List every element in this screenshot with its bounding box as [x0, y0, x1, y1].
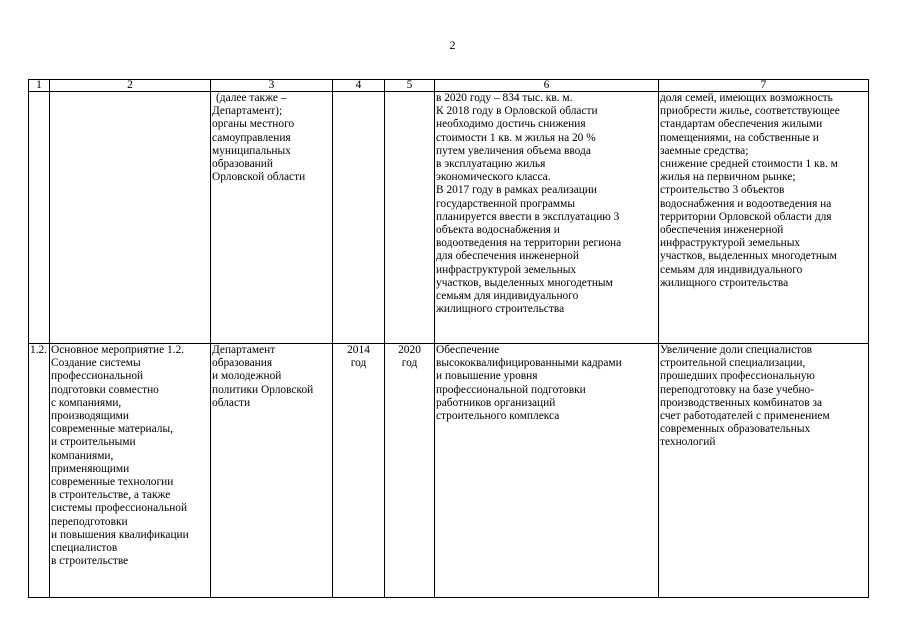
text-line: снижение средней стоимости 1 кв. м	[660, 158, 838, 171]
text-line: в эксплуатацию жилья	[436, 158, 546, 171]
text-line: для обеспечения инженерной	[436, 250, 579, 263]
text-line: государственной программы	[436, 197, 576, 210]
text-line: Департамент);	[212, 105, 283, 118]
executor-text	[212, 92, 331, 184]
text-line: современные технологии	[51, 476, 174, 489]
text-line: счет работодателей с применением	[660, 410, 830, 423]
text-line: и строительными	[51, 436, 136, 449]
text-line: объекта водоснабжения и	[436, 224, 560, 237]
text-line: 2014	[347, 344, 370, 356]
text-line: жилья на первичном рынке;	[660, 171, 796, 184]
text-line: помещениями, на собственные и	[660, 131, 819, 144]
text-line: переподготовки	[51, 515, 128, 528]
text-line: экономического класса.	[436, 171, 551, 184]
indicator-cell	[659, 92, 869, 344]
text-line: жилищного строительства	[436, 303, 565, 316]
text-line: К 2018 году в Орловской области	[436, 105, 598, 118]
executor-text	[212, 344, 331, 410]
table-row-continued	[29, 92, 869, 344]
indicator-cell	[659, 344, 869, 598]
indicator-text	[660, 92, 867, 290]
header-cell: 3	[211, 80, 333, 92]
header-row	[29, 80, 869, 92]
text-line: Основное мероприятие 1.2.	[51, 344, 185, 356]
program-table	[28, 79, 869, 598]
result-cell	[435, 92, 659, 344]
text-line: приобрести жилье, соответствующее	[660, 105, 840, 118]
header-cell: 6	[435, 80, 659, 92]
text-line: Увеличение доли специалистов	[660, 344, 813, 356]
text-line: области	[212, 396, 251, 409]
indicator-text	[660, 344, 867, 450]
start-year-text	[334, 344, 383, 370]
text-line: системы профессиональной	[51, 502, 188, 515]
text-line: семьям для индивидуального	[660, 263, 803, 276]
text-line: и молодежной	[212, 370, 282, 383]
executor-cell	[211, 92, 333, 344]
result-text	[436, 92, 657, 316]
text-line: специалистов	[51, 542, 118, 555]
text-line: в строительстве, а также	[51, 489, 171, 502]
row-number-cell	[29, 92, 50, 344]
text-line: технологий	[660, 436, 716, 449]
end-year-cell	[385, 92, 435, 344]
text-line: Создание системы	[51, 357, 141, 370]
text-line: строительство 3 объектов	[660, 184, 785, 197]
text-line: водоснабжения и водоотведения на	[660, 197, 832, 210]
text-line: (далее также –	[216, 92, 287, 104]
end-year-cell	[385, 344, 435, 598]
text-line: производственных комбинатов за	[660, 396, 823, 409]
text-line: прошедших профессиональную	[660, 370, 815, 383]
text-line: строительной специализации,	[660, 357, 806, 370]
header-cell: 5	[385, 80, 435, 92]
text-line: доля семей, имеющих возможность	[660, 92, 833, 104]
text-line: и повышение уровня	[436, 370, 538, 383]
text-line: путем увеличения объема ввода	[436, 144, 591, 157]
result-cell	[435, 344, 659, 598]
header-cell: 7	[659, 80, 869, 92]
text-line: участков, выделенных многодетным	[660, 250, 837, 263]
text-line: муниципальных	[212, 144, 291, 157]
text-line: органы местного	[212, 118, 295, 131]
text-line: необходимо достичь снижения	[436, 118, 586, 131]
text-line: с компаниями,	[51, 396, 122, 409]
measure-text	[51, 344, 209, 568]
text-line: современных образовательных	[660, 423, 811, 436]
text-line: стандартам обеспечения жилыми	[660, 118, 823, 131]
text-line: компаниями,	[51, 449, 114, 462]
text-line: инфраструктурой земельных	[660, 237, 801, 250]
text-line: производящими	[51, 410, 129, 423]
measure-cell	[50, 344, 211, 598]
executor-cell	[211, 344, 333, 598]
text-line: образований	[212, 158, 273, 171]
text-line: семьям для индивидуального	[436, 290, 579, 303]
text-line: работников организаций	[436, 396, 556, 409]
start-year-cell	[333, 344, 385, 598]
table-row-1-2	[29, 344, 869, 598]
text-line: подготовки совместно	[51, 383, 159, 396]
text-line: планируется ввести в эксплуатацию 3	[436, 210, 620, 223]
page-number: 2	[449, 38, 456, 52]
text-line: участков, выделенных многодетным	[436, 276, 613, 289]
text-line: профессиональной подготовки	[436, 383, 586, 396]
text-line: стоимости 1 кв. м жилья на 20 %	[436, 131, 596, 144]
result-text	[436, 344, 657, 423]
text-line: водоотведения на территории региона	[436, 237, 622, 250]
text-line: Департамент	[212, 344, 276, 356]
text-line: современные материалы,	[51, 423, 173, 436]
text-line: Орловской области	[212, 171, 306, 184]
text-line: переподготовку на базе учебно-	[660, 383, 815, 396]
text-line: Обеспечение	[436, 344, 500, 356]
row-number-cell: 1.2.	[29, 344, 50, 598]
text-line: жилищного строительства	[660, 276, 789, 289]
text-line: обеспечения инженерной	[660, 224, 784, 237]
start-year-cell	[333, 92, 385, 344]
header-cell: 2	[50, 80, 211, 92]
text-line: в строительстве	[51, 555, 129, 568]
measure-cell	[50, 92, 211, 344]
text-line: политики Орловской	[212, 383, 314, 396]
text-line: строительного комплекса	[436, 410, 560, 423]
text-line: территории Орловской области для	[660, 210, 832, 223]
text-line: образования	[212, 357, 273, 370]
text-line: профессиональной	[51, 370, 144, 383]
header-cell: 1	[29, 80, 50, 92]
text-line: в 2020 году – 834 тыс. кв. м.	[436, 92, 573, 104]
header-cell: 4	[333, 80, 385, 92]
end-year-text	[386, 344, 433, 370]
text-line: и повышения квалификации	[51, 528, 189, 541]
text-line: инфраструктурой земельных	[436, 263, 577, 276]
text-line: В 2017 году в рамках реализации	[436, 184, 597, 197]
text-line: год	[401, 357, 418, 370]
text-line: высококвалифицированными кадрами	[436, 357, 622, 370]
text-line: применяющими	[51, 462, 130, 475]
text-line: 2020	[398, 344, 421, 356]
text-line: год	[350, 357, 367, 370]
text-line: заемные средства;	[660, 144, 749, 157]
text-line: самоуправления	[212, 131, 291, 144]
